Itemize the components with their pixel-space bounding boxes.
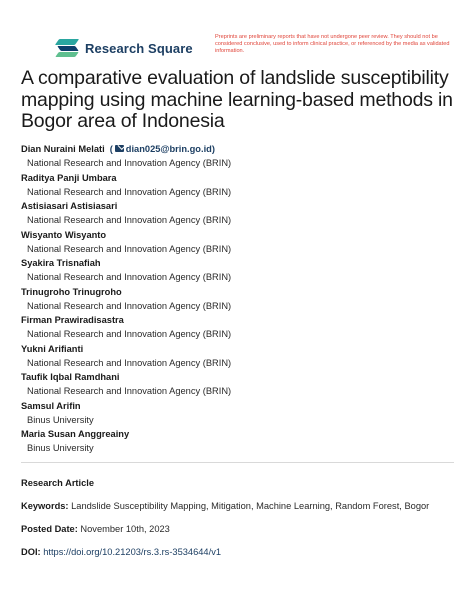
author-affiliation: Binus University [27,443,94,453]
author-name: Taufik Iqbal Ramdhani [21,372,120,382]
author-name: Firman Prawiradisastra [21,315,124,325]
author-list [21,142,461,456]
author-name: Trinugroho Trinugroho [21,286,122,297]
author-affiliation: National Research and Innovation Agency (BRIN) [27,215,232,225]
brand-name: Research Square [85,40,193,56]
keywords-label: Keywords: [21,501,69,511]
author-entry [21,427,461,456]
preprint-disclaimer: Preprints are preliminary reports that have not undergone peer review. They should not be considered conclusive, used to inform clinical practice, or referenced by the media as validated information. [215,34,450,55]
article-type [21,478,94,488]
author-entry [21,142,461,171]
author-name: Dian Nuraini Melati [21,144,105,154]
mail-icon [115,145,124,152]
author-affiliation: National Research and Innovation Agency (BRIN) [27,272,232,282]
research-square-logo-icon [57,38,79,58]
author-affiliation: National Research and Innovation Agency (BRIN) [27,186,232,197]
author-entry [21,285,461,314]
author-entry [21,313,461,342]
author-entry [21,228,461,257]
research-square-logo[interactable] [57,38,193,58]
paper-title: A comparative evaluation of landslide susceptibility mapping using machine learning-based methods in Bogor area of Indonesia [21,67,453,132]
author-affiliation: National Research and Innovation Agency (BRIN) [27,329,232,339]
author-affiliation: National Research and Innovation Agency (BRIN) [27,243,232,254]
author-entry [21,342,461,371]
author-entry [21,399,461,428]
posted-date-line [21,524,170,534]
section-divider [21,462,454,463]
author-name: Wisyanto Wisyanto [21,229,107,240]
author-email-link[interactable]: ( dian025@brin.go.id) [109,144,215,154]
author-name: Astisiasari Astisiasari [21,201,118,211]
author-email[interactable]: dian025@brin.go.id [125,144,212,154]
author-entry [21,370,461,399]
author-entry [21,199,461,228]
author-entry [21,171,461,200]
author-name: Maria Susan Anggreainy [21,429,130,439]
author-affiliation: National Research and Innovation Agency (BRIN) [27,357,232,368]
article-type-label: Research Article [21,478,95,488]
doi-link[interactable]: https://doi.org/10.21203/rs.3.rs-3534644/v1 [43,547,222,557]
keywords-line [21,501,429,511]
posted-date-value: November 10th, 2023 [80,524,170,534]
author-affiliation: Binus University [27,414,94,425]
posted-date-label: Posted Date: [21,524,78,534]
doi-line [21,547,221,557]
author-name: Samsul Arifin [21,400,81,411]
author-name: Yukni Arifianti [21,343,84,354]
doi-label: DOI: [21,547,41,557]
author-affiliation: National Research and Innovation Agency (BRIN) [27,300,232,311]
author-entry [21,256,461,285]
header [57,34,454,64]
author-affiliation: National Research and Innovation Agency (BRIN) [27,158,232,168]
author-name: Raditya Panji Umbara [21,172,117,183]
author-affiliation: National Research and Innovation Agency (BRIN) [27,386,232,396]
author-name: Syakira Trisnafiah [21,258,101,268]
keywords-value: Landslide Susceptibility Mapping, Mitigation, Machine Learning, Random Forest, Bogor [71,501,430,511]
